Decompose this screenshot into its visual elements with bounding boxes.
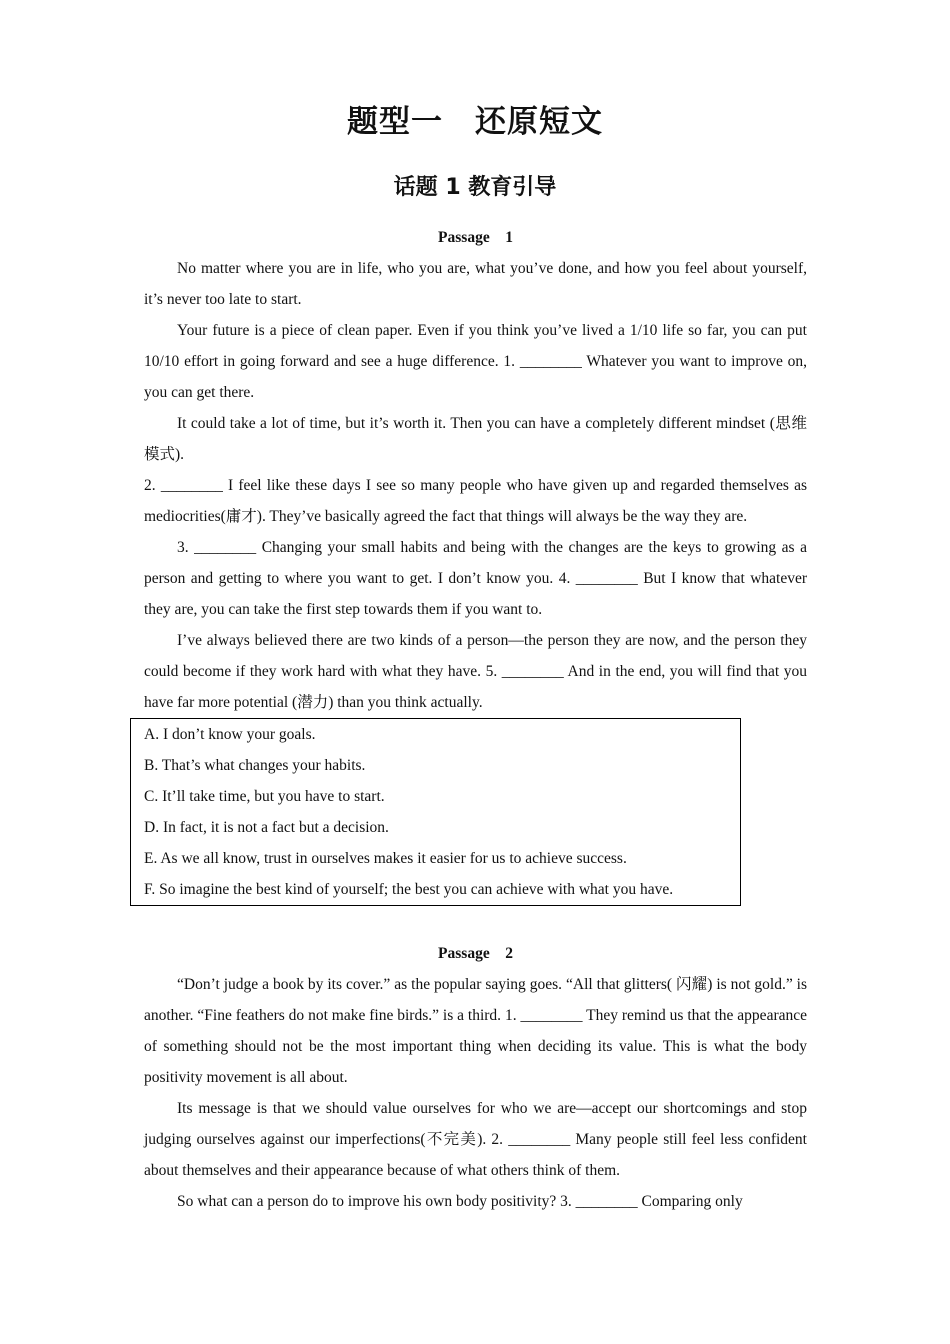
option-e: E. As we all know, trust in ourselves makes it easier for us to achieve success.	[144, 850, 627, 867]
passage-heading: Passage 1	[438, 229, 513, 246]
passage-heading: Passage 2	[438, 945, 513, 962]
paragraph: 3. ________ Changing your small habits and being with the changes are the keys to growing as a person and getting to where you want to get. I don’t know you. 4. ________ But I know that whatever they are, you can take the first step towards them if you want to.	[144, 539, 807, 618]
paragraph: So what can a person do to improve his own body positivity? 3. ________ Comparing only	[177, 1193, 743, 1210]
option-a: A. I don’t know your goals.	[144, 726, 316, 743]
paragraph: “Don’t judge a book by its cover.” as the popular saying goes. “All that glitters( 闪耀) is not gold.” is another. “Fine feathers do not make fine birds.” is a third. 1. ________ They remind us that the appearance of something should not be the most important thing when deciding its value. This is what the body positivity movement is all about.	[144, 976, 807, 1086]
option-d: D. In fact, it is not a fact but a decision.	[144, 819, 389, 836]
paragraph: 2. ________ I feel like these days I see so many people who have given up and regarded themselves as mediocrities(庸才). They’ve basically agreed the fact that things will always be the way they are.	[144, 477, 807, 525]
paragraph: Your future is a piece of clean paper. Even if you think you’ve lived a 1/10 life so far, you can put 10/10 effort in going forward and see a huge difference. 1. ________ Whatever you want to improve on, you can get there.	[144, 322, 807, 401]
paragraph: No matter where you are in life, who you are, what you’ve done, and how you feel about yourself, it’s never too late to start.	[144, 260, 807, 308]
passage-1	[144, 222, 807, 906]
paragraph: I’ve always believed there are two kinds of a person—the person they are now, and the person they could become if they work hard with what they have. 5. ________ And in the end, you will find that you have far more potential (潜力) than you think actually.	[144, 632, 807, 711]
paragraph: It could take a lot of time, but it’s worth it. Then you can have a completely different mindset (思维模式).	[144, 415, 807, 463]
answer-options-box	[130, 718, 741, 906]
page-title: 题型一 还原短文	[347, 104, 603, 140]
option-c: C. It’ll take time, but you have to start.	[144, 788, 385, 805]
passage-2	[144, 938, 807, 1217]
option-b: B. That’s what changes your habits.	[144, 757, 366, 774]
option-f: F. So imagine the best kind of yourself; the best you can achieve with what you have.	[144, 881, 674, 898]
topic-subtitle: 话题 1 教育引导	[393, 175, 557, 200]
paragraph: Its message is that we should value ourselves for who we are—accept our shortcomings and stop judging ourselves against our imperfections(不完美). 2. ________ Many people still feel less confident about themselves and their appearance because of what others think of them.	[144, 1100, 807, 1179]
